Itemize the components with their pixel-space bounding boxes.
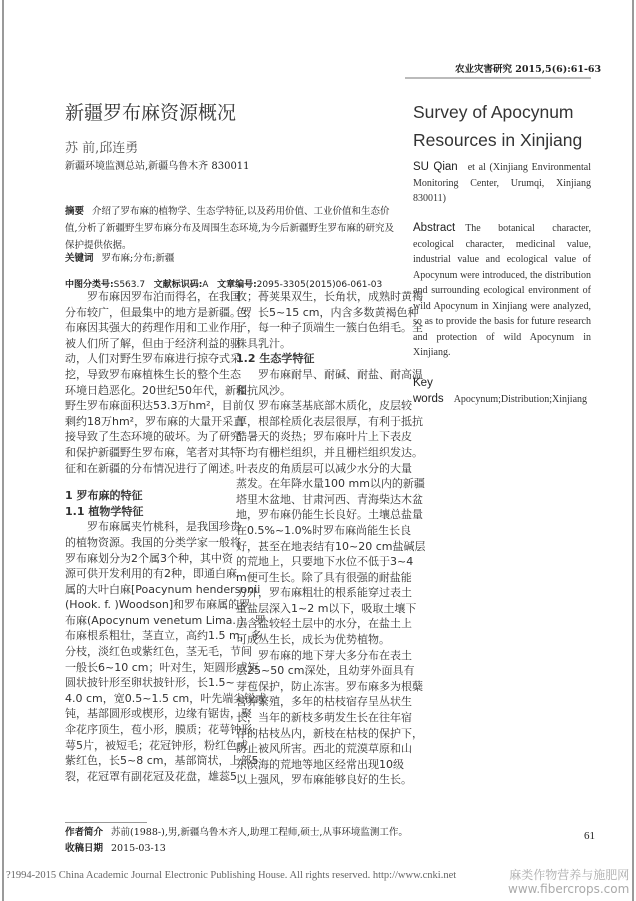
body-line: 在0.5%~1.0%时罗布麻尚能生长良 — [236, 523, 412, 537]
authors-en — [413, 160, 591, 207]
body-line: 裂，花冠罩有副花冠及花盘，雄蕊5 — [65, 769, 237, 783]
keywords-cn-text: 罗布麻;分布;新疆 — [101, 253, 175, 264]
journal-header: 农业灾害研究 2015,5(6):61-63 — [455, 64, 602, 75]
body-line: 地，罗布麻仍能生长良好。土壤总盐量 — [236, 508, 423, 522]
copyright-line: ?1994-2015 China Academic Journal Electronic Publishing House. All rights reserved. http://www.cnki.net — [6, 870, 457, 881]
authors-en-name: SU Qian — [413, 161, 458, 173]
body-line: 芽苞保护，防止冻害。罗布麻多为根蘖 — [236, 679, 423, 693]
watermark — [508, 868, 629, 896]
body-line: 钝，基部圆形或楔形，边缘有锯齿，聚 — [65, 707, 252, 721]
body-line: 防止被风所害。西北的荒漠草原和山 — [236, 742, 412, 756]
body-line: 重盐层深入1~2 m以下，吸取土壤下 — [236, 601, 417, 615]
body-line: 环境日趋恶化。20世纪50年代，新疆 — [65, 383, 247, 397]
keywords-en — [413, 376, 591, 407]
author-bio — [65, 824, 408, 838]
clc-label: 中图分类号: — [65, 280, 114, 290]
body-line: 挖，导致罗布麻植株生长的整个生态 — [65, 367, 241, 381]
body-line: 的植物资源。我国的分类学家一般将 — [65, 535, 241, 549]
body-line: 以上强风，罗布麻能够良好的生长。 — [236, 773, 412, 787]
body-line: (Hook. f. )Woodson]和罗布麻属的罗 — [65, 598, 251, 612]
received-date — [65, 840, 166, 854]
body-line: 分布较广，但最集中的地方是新疆。罗 — [65, 305, 252, 319]
body-line: 存的枯枝丛内，新枝在枯枝的保护下， — [236, 726, 423, 740]
body-line: 和保护新疆野生罗布麻，笔者对其特 — [65, 445, 241, 459]
authors-cn: 苏 前,邱连勇 — [65, 141, 139, 156]
affiliation-cn: 新疆环境监测总站,新疆乌鲁木齐 830011 — [65, 161, 250, 172]
body-line: 好，甚至在地表结有10~20 cm盐碱层 — [236, 539, 426, 553]
abstract-en — [413, 221, 591, 361]
body-line: 伞花序顶生，苞小形，膜质；花萼钟形， — [65, 723, 263, 737]
keywords-cn — [65, 250, 174, 264]
body-line: 4.0 cm，宽0.5~1.5 cm，叶先端尖锐或 — [65, 691, 267, 705]
body-line: 紫红色，长5~8 cm，基部筒状，上部5 — [65, 754, 259, 768]
clc-value: S563.7 — [113, 280, 146, 290]
keywords-en-label: Key words — [413, 377, 444, 405]
received-date-label: 收稿日期 — [65, 843, 104, 854]
body-line: 层含盐较轻土层中的水分，在盐土上 — [236, 617, 412, 631]
body-line: 可成丛生长，成长为优势植物。 — [236, 633, 390, 647]
body-line: 营养繁殖，多年的枯枝宿存呈丛状生 — [236, 695, 412, 709]
page-left-edge — [2, 0, 4, 901]
body-line: 层25~50 cm深处，且幼芽外面具有 — [236, 664, 415, 678]
body-line: 布麻因其强大的药理作用和工业作用 — [65, 321, 241, 335]
body-line: 罗布麻因罗布泊而得名，在我国 — [87, 290, 241, 303]
body-line: 分枝，淡红色或紫红色，茎无毛，节间 — [65, 645, 252, 659]
body-line: 接导致了生态环境的破坏。为了研究 — [65, 430, 241, 444]
title-cn: 新疆罗布麻资源概况 — [65, 102, 237, 124]
body-line: 和抗风沙。 — [236, 383, 291, 397]
body-line: 罗布麻耐旱、耐碱、耐盐、耐高温 — [258, 367, 423, 381]
body-line: 株具乳汁。 — [236, 336, 291, 350]
title-en: Survey of Apocynum Resources in Xinjiang — [413, 102, 583, 150]
footnote-rule — [65, 822, 147, 823]
body-line: 布麻(Apocynum venetum Lima. )。罗 — [65, 613, 266, 627]
watermark-line-1: 麻类作物营养与施肥网 — [509, 868, 630, 882]
body-line: 圆状披针形至卵状披针形，长1.5~ — [65, 676, 235, 690]
body-line: 蒸发。在年降水量100 mm以内的新疆 — [236, 477, 425, 491]
body-line: 厚，根部栓质化表层很厚，有利于抵抗 — [236, 414, 423, 428]
section-heading: 1 罗布麻的特征 — [65, 489, 143, 503]
doc-code-value: A — [202, 280, 209, 290]
body-line: 一般长6~10 cm；叶对生，矩圆形或矩 — [65, 660, 259, 674]
body-line: 罗布麻茎基底部木质化，皮层较 — [258, 399, 412, 413]
body-line: 萼5片，被短毛；花冠钟形，粉红色或 — [65, 738, 248, 752]
section-heading: 1.2 生态学特征 — [236, 352, 315, 366]
body-line: 剩约18万hm²，罗布麻的大量开采直 — [65, 414, 245, 428]
body-line: m便可生长。除了具有很强的耐盐能 — [236, 570, 412, 584]
doc-code-label: 文献标识码: — [153, 280, 203, 290]
body-line: 塔里木盆地、甘肃河西、青海柴达木盆 — [236, 492, 423, 506]
body-line: 东滨海的荒地等地区经常出现10级 — [236, 757, 404, 771]
body-line: 罗布麻划分为2个属3个种，其中资 — [65, 551, 233, 565]
received-date-value: 2015-03-13 — [111, 843, 166, 854]
body-line: 罗布麻的地下芽大多分布在表土 — [258, 648, 412, 662]
page-number: 61 — [584, 830, 595, 842]
keywords-en-text: Apocynum;Distribution;Xinjiang — [453, 393, 588, 405]
body-line: 下均有栅栏组织，并且栅栏组织发达。 — [236, 445, 423, 459]
abstract-en-label: Abstract — [413, 222, 456, 234]
author-bio-label: 作者简介 — [65, 827, 104, 838]
author-bio-text: 苏前(1988-),男,新疆乌鲁木齐人,助理工程师,硕士,从事环境监测工作。 — [111, 827, 408, 838]
abstract-cn — [65, 203, 400, 254]
body-line: 征和在新疆的分布情况进行了阐述。 — [65, 461, 241, 475]
keywords-cn-label: 关键词 — [65, 253, 94, 264]
body-line: 被人们所了解，但由于经济利益的驱 — [65, 336, 241, 350]
paragraph-gap — [65, 476, 231, 488]
section-heading: 1.1 植物学特征 — [65, 504, 144, 518]
body-line: 长，当年的新枝多萌发生长在往年宿 — [236, 711, 412, 725]
article-number-value: 2095-3305(2015)06-061-03 — [256, 280, 383, 290]
body-line: 野生罗布麻面积达53.3万hm²，目前仅 — [65, 399, 255, 413]
body-line: 动，人们对野生罗布麻进行掠夺式采 — [65, 352, 241, 366]
abstract-en-text: The botanical character, ecological character, medicinal value, industrial value and ecological value of Apocynum were introduced, the distribution and surrounding ecological environment of wild Apocynum in Xinjiang were analyzed, so as to provide the basis for future research and protection of wild Apocynum in Xinjiang. — [413, 223, 591, 358]
body-line: 力外，罗布麻粗壮的根系能穿过表土 — [236, 586, 412, 600]
abstract-cn-text: 介绍了罗布麻的植物学、生态学特征,以及药用价值、工业价值和生态价值,分析了新疆野生罗布麻分布及周围生态环境,为今后新疆野生罗布麻的研究及保护提供依据。 — [65, 206, 395, 251]
authors-en-text: et al (Xinjiang Environmental Monitoring Center, Urumqi, Xinjiang 830011) — [413, 162, 592, 204]
watermark-line-2: www.fibercrops.com — [508, 882, 630, 896]
body-column-2 — [236, 289, 426, 788]
abstract-cn-label: 摘要 — [65, 206, 85, 217]
article-number-label: 文章编号: — [217, 280, 257, 290]
body-line: 子，每一种子顶端生一簇白色绢毛。全 — [236, 321, 423, 335]
body-line: 叶表皮的角质层可以减少水分的大量 — [236, 461, 412, 475]
body-line: 布麻根系粗壮，茎直立，高约1.5 m，多 — [65, 629, 262, 643]
body-line: 属的大叶白麻[Poacynum hendersonii — [65, 582, 261, 596]
body-line: 色，长5~15 cm，内含多数黄褐色种 — [236, 305, 419, 319]
body-line: 枚；蓇荚果双生，长角状，成熟时黄褐 — [236, 290, 423, 303]
header-rule — [405, 77, 591, 79]
page-right-edge — [632, 0, 634, 901]
body-line: 酷暑天的炎热；罗布麻叶片上下表皮 — [236, 430, 412, 444]
body-line: 源可供开发利用的有2种，即通白麻 — [65, 567, 237, 581]
body-line: 的荒地上，只要地下水位不低于3~4 — [236, 555, 414, 569]
body-line: 罗布麻属夹竹桃科，是我国珍贵 — [87, 520, 241, 534]
